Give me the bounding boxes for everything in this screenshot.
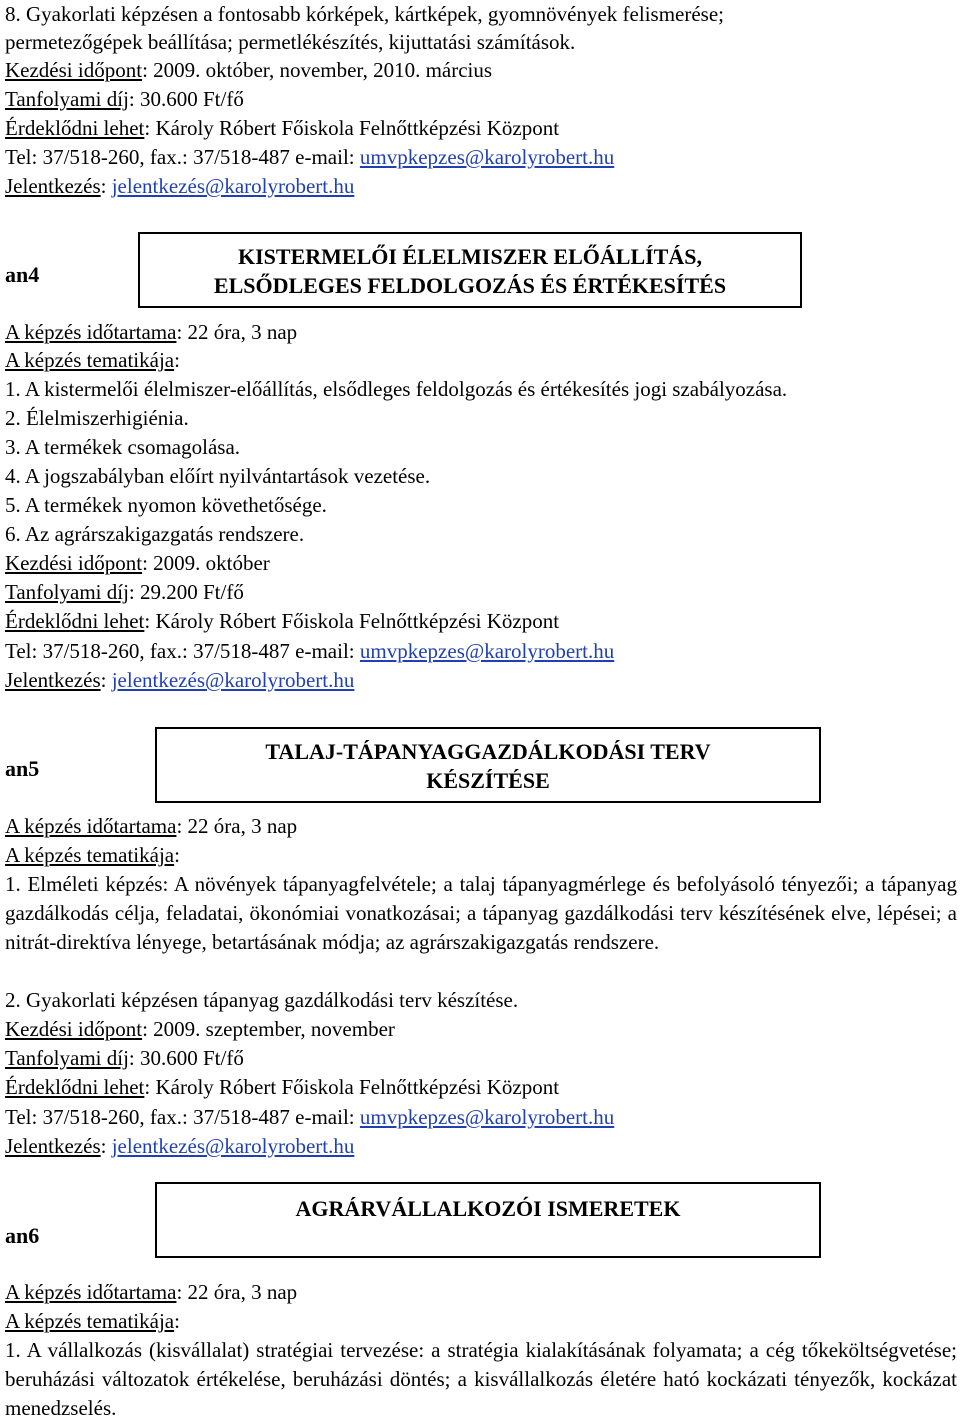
tel-fax: Tel: 37/518-260, fax.: 37/518-487 e-mail: (5, 1105, 360, 1129)
course-title-box-an5 (155, 727, 821, 803)
tel-fax: Tel: 37/518-260, fax.: 37/518-487 e-mail: (5, 145, 360, 169)
duration-label: A képzés időtartama (5, 1280, 177, 1304)
an4-info: Érdeklődni lehet: Károly Róbert Főiskola Felnőttképzési Központ (5, 609, 560, 633)
an5-start-date (5, 1015, 395, 1044)
an5-info: Érdeklődni lehet: Károly Róbert Főiskola Felnőttképzési Központ (5, 1075, 560, 1099)
register-label: Jelentkezés (5, 174, 101, 198)
prev-register: Jelentkezés: jelentkezés@karolyrobert.hu (5, 174, 355, 198)
institution-name: Károly Róbert Főiskola Felnőttképzési Központ (155, 609, 560, 633)
duration-value: : 22 óra, 3 nap (176, 320, 298, 344)
course-title-an5-line1: TALAJ-TÁPANYAGGAZDÁLKODÁSI TERV (265, 739, 711, 764)
an4-fee (5, 578, 244, 607)
an5-fee (5, 1044, 244, 1073)
start-value: : 2009. szeptember, november (142, 1017, 395, 1041)
start-label: Kezdési időpont (5, 58, 143, 82)
an5-duration (5, 812, 297, 841)
duration-value: : 22 óra, 3 nap (176, 814, 298, 838)
email-link[interactable]: umvpkepzes@karolyrobert.hu (359, 639, 615, 663)
register-label: Jelentkezés (5, 668, 101, 692)
duration-label: A képzés időtartama (5, 320, 177, 344)
course-title-box-an4 (138, 232, 802, 308)
an6-duration (5, 1278, 297, 1307)
an4-item: 5. A termékek nyomon követhetősége. (5, 493, 327, 517)
course-code-an4: an4 (5, 262, 40, 287)
an4-register: Jelentkezés: jelentkezés@karolyrobert.hu (5, 668, 355, 692)
an4-contact (5, 637, 614, 666)
fee-label: Tanfolyami díj (5, 1046, 129, 1070)
institution-name: Károly Róbert Főiskola Felnőttképzési Központ (155, 1075, 560, 1099)
prev-info: Érdeklődni lehet: Károly Róbert Főiskola Felnőttképzési Központ (5, 116, 560, 140)
prev-contact (5, 143, 614, 172)
start-label: Kezdési időpont (5, 551, 143, 575)
prev-fee (5, 85, 244, 114)
course-title-box-an6 (155, 1182, 821, 1258)
topics-label: A képzés tematikája (5, 348, 175, 372)
register-email-link[interactable]: jelentkezés@karolyrobert.hu (111, 1134, 355, 1158)
start-value: : 2009. október, november, 2010. március (142, 58, 493, 82)
tel-fax: Tel: 37/518-260, fax.: 37/518-487 e-mail: (5, 639, 360, 663)
prev-item-8-line1: 8. Gyakorlati képzésen a fontosabb kórképek, kártképek, gyomnövények felismerése; (5, 2, 725, 26)
an4-item: 2. Élelmiszerhigiénia. (5, 406, 189, 430)
an4-topics-heading: A képzés tematikája: (5, 348, 180, 372)
an6-item-1: 1. A vállalkozás (kisvállalat) stratégiai tervezése: a stratégia kialakításának folyamata; a cég tőkeköltségvetése; beruházási változatok értékelése, beruházási döntés; a kisvállalkozás életére ható kockázati tényezők, kockázat menedzselés. (5, 1338, 957, 1420)
start-label: Kezdési időpont (5, 1017, 143, 1041)
course-title-an6: AGRÁRVÁLLALKOZÓI ISMERETEK (295, 1196, 681, 1221)
an4-duration (5, 318, 297, 347)
course-code-an5: an5 (5, 756, 40, 781)
course-title-an5-line2: KÉSZÍTÉSE (426, 768, 550, 793)
email-link[interactable]: umvpkepzes@karolyrobert.hu (359, 1105, 615, 1129)
info-label: Érdeklődni lehet (5, 116, 145, 140)
an5-item-2: 2. Gyakorlati képzésen tápanyag gazdálkodási terv készítése. (5, 988, 519, 1012)
register-email-link[interactable]: jelentkezés@karolyrobert.hu (111, 174, 355, 198)
course-title-an4-line1: KISTERMELŐI ÉLELMISZER ELŐÁLLÍTÁS, (238, 244, 702, 269)
course-title-an4-line2: ELSŐDLEGES FELDOLGOZÁS ÉS ÉRTÉKESÍTÉS (213, 273, 727, 298)
institution-name: Károly Róbert Főiskola Felnőttképzési Központ (155, 116, 560, 140)
start-value: : 2009. október (142, 551, 270, 575)
an4-start-date (5, 549, 270, 578)
email-link[interactable]: umvpkepzes@karolyrobert.hu (359, 145, 615, 169)
info-label: Érdeklődni lehet (5, 1075, 145, 1099)
an4-item: 3. A termékek csomagolása. (5, 435, 241, 459)
duration-value: : 22 óra, 3 nap (176, 1280, 298, 1304)
duration-label: A képzés időtartama (5, 814, 177, 838)
register-email-link[interactable]: jelentkezés@karolyrobert.hu (111, 668, 355, 692)
topics-label: A képzés tematikája (5, 843, 175, 867)
fee-value: : 29.200 Ft/fő (128, 580, 244, 604)
an6-topics-heading: A képzés tematikája: (5, 1309, 180, 1333)
register-label: Jelentkezés (5, 1134, 101, 1158)
prev-item-8-line2: permetezőgépek beállítása; permetlékészítés, kijuttatási számítások. (5, 30, 576, 54)
an4-item: 6. Az agrárszakigazgatás rendszere. (5, 522, 305, 546)
an5-topics-heading: A képzés tematikája: (5, 843, 180, 867)
an4-item: 1. A kistermelői élelmiszer-előállítás, elsődleges feldolgozás és értékesítés jogi szabályozása. (5, 377, 788, 401)
an5-contact (5, 1103, 614, 1132)
info-label: Érdeklődni lehet (5, 609, 145, 633)
fee-value: : 30.600 Ft/fő (128, 1046, 244, 1070)
fee-label: Tanfolyami díj (5, 580, 129, 604)
an5-item-1: 1. Elméleti képzés: A növények tápanyagfelvétele; a talaj tápanyagmérlege és befolyásoló tényezői; a tápanyag gazdálkodás célja, feladatai, ökonómiai vonatkozásai; a tápanyag gazdálkodási terv készítésének elve, lépései; a nitrát-direktíva lényege, betartásának módja; az agrárszakigazgatás rendszere. (5, 872, 957, 954)
an5-register: Jelentkezés: jelentkezés@karolyrobert.hu (5, 1134, 355, 1158)
course-code-an6: an6 (5, 1223, 40, 1248)
prev-start-date (5, 56, 492, 85)
topics-label: A képzés tematikája (5, 1309, 175, 1333)
fee-label: Tanfolyami díj (5, 87, 129, 111)
fee-value: : 30.600 Ft/fő (128, 87, 244, 111)
an4-item: 4. A jogszabályban előírt nyilvántartások vezetése. (5, 464, 431, 488)
